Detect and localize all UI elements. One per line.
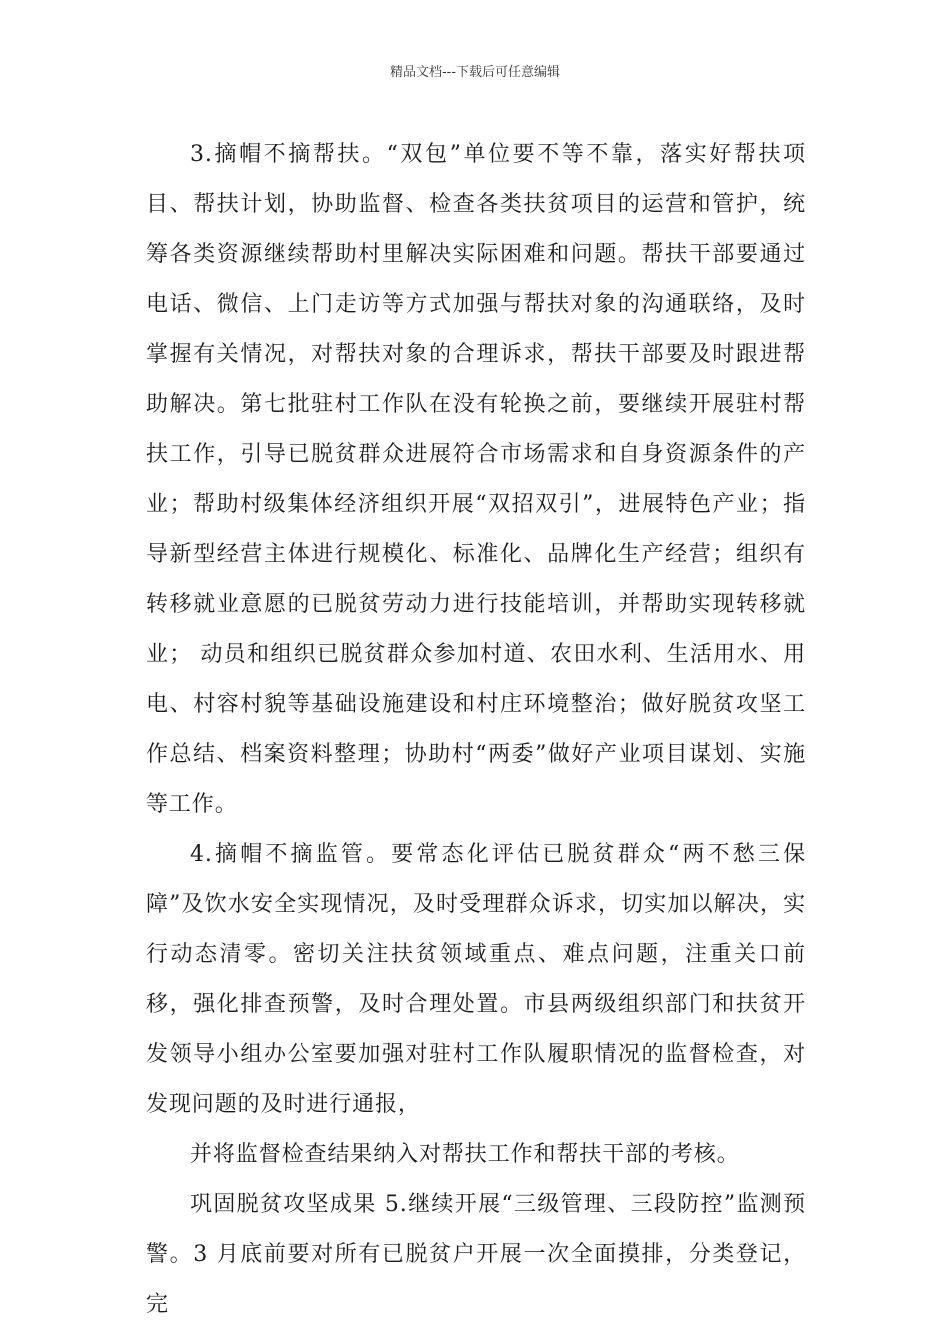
page-header: 精品文档---下载后可任意编辑	[389, 65, 561, 80]
document-body	[146, 130, 806, 1330]
paragraph-item-5: 巩固脱贫攻坚成果 5.继续开展“三级管理、三段防控”监测预警。3 月底前要对所有已脱贫户开展一次全面摸排，分类登记，完	[146, 1192, 806, 1317]
paragraph-continuation: 并将监督检查结果纳入对帮扶工作和帮扶干部的考核。	[190, 1142, 740, 1167]
paragraph-item-4: 4.摘帽不摘监管。要常态化评估已脱贫群众“两不愁三保障”及饮水安全实现情况，及时受理群众诉求，切实加以解决，实行动态清零。密切关注扶贫领域重点、难点问题，注重关口前移，强化排查预警，及时合理处置。市县两级组织部门和扶贫开发领导小组办公室要加强对驻村工作队履职情况的监督检查，对发现问题的及时进行通报，	[146, 842, 806, 1117]
paragraph-item-3: 3.摘帽不摘帮扶。“双包”单位要不等不靠，落实好帮扶项目、帮扶计划，协助监督、检查各类扶贫项目的运营和管护，统筹各类资源继续帮助村里解决实际困难和问题。帮扶干部要通过电话、微信、上门走访等方式加强与帮扶对象的沟通联络，及时掌握有关情况，对帮扶对象的合理诉求，帮扶干部要及时跟进帮助解决。第七批驻村工作队在没有轮换之前，要继续开展驻村帮扶工作，引导已脱贫群众进展符合市场需求和自身资源条件的产业；帮助村级集体经济组织开展“双招双引”，进展特色产业；指导新型经营主体进行规模化、标准化、品牌化生产经营；组织有转移就业意愿的已脱贫劳动力进行技能培训，并帮助实现转移就业； 动员和组织已脱贫群众参加村道、农田水利、生活用水、用电、村容村貌等基础设施建设和村庄环境整治；做好脱贫攻坚工作总结、档案资料整理；协助村“两委”做好产业项目谋划、实施等工作。	[146, 142, 806, 817]
